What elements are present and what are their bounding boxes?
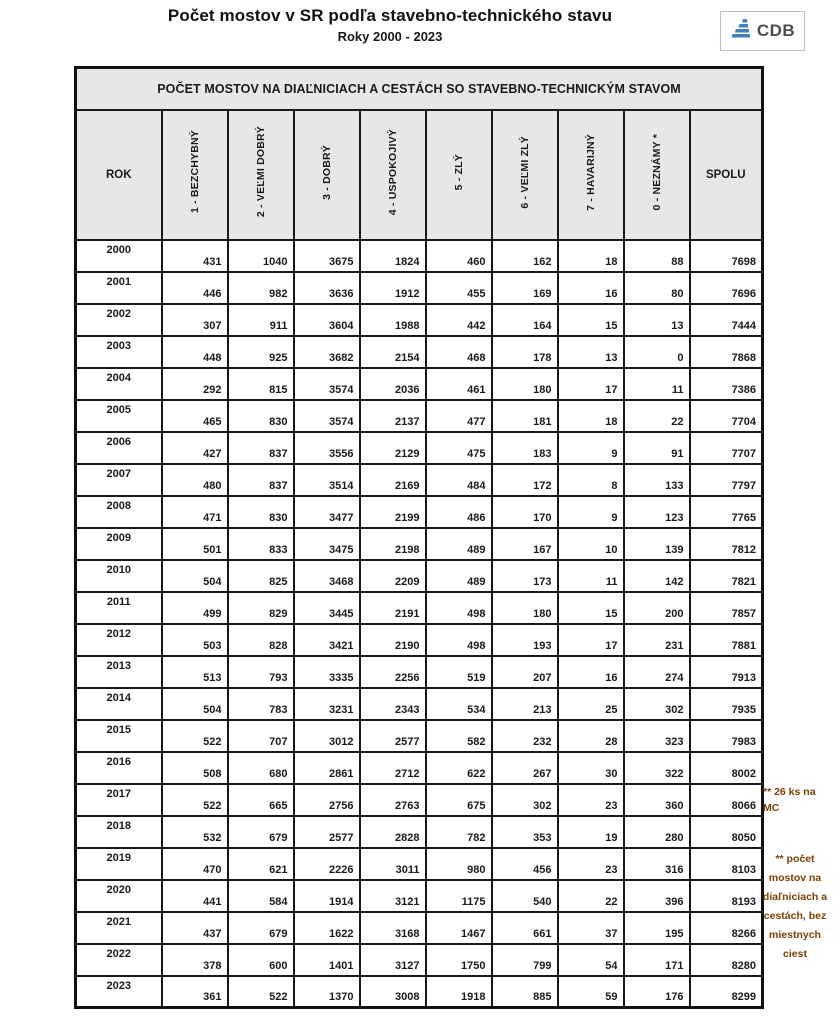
table-row	[76, 784, 763, 816]
value-cell: 3477	[294, 496, 360, 528]
value-cell: 172	[492, 464, 558, 496]
year-cell: 2017	[76, 784, 162, 816]
table-row	[76, 560, 763, 592]
value-cell: 446	[162, 272, 228, 304]
value-cell: 123	[624, 496, 690, 528]
value-cell: 621	[228, 848, 294, 880]
table-row	[76, 528, 763, 560]
total-cell: 7881	[690, 624, 763, 656]
total-cell: 7913	[690, 656, 763, 688]
cdb-logo	[720, 11, 805, 51]
total-cell: 7983	[690, 720, 763, 752]
value-cell: 622	[426, 752, 492, 784]
year-cell: 2023	[76, 976, 162, 1008]
value-cell: 2828	[360, 816, 426, 848]
value-cell: 323	[624, 720, 690, 752]
value-cell: 15	[558, 592, 624, 624]
value-cell: 2577	[360, 720, 426, 752]
value-cell: 91	[624, 432, 690, 464]
value-cell: 195	[624, 912, 690, 944]
total-cell: 8299	[690, 976, 763, 1008]
page-subtitle: Roky 2000 - 2023	[337, 29, 443, 44]
value-cell: 582	[426, 720, 492, 752]
value-cell: 437	[162, 912, 228, 944]
total-cell: 7698	[690, 240, 763, 272]
table-row	[76, 272, 763, 304]
note-26-ks-na-mc: ** 26 ks na MC	[763, 786, 816, 814]
value-cell: 679	[228, 816, 294, 848]
table-row	[76, 752, 763, 784]
year-cell: 2016	[76, 752, 162, 784]
value-cell: 799	[492, 944, 558, 976]
value-cell: 18	[558, 400, 624, 432]
value-cell: 1914	[294, 880, 360, 912]
value-cell: 1040	[228, 240, 294, 272]
value-cell: 207	[492, 656, 558, 688]
value-cell: 1824	[360, 240, 426, 272]
table-row	[76, 304, 763, 336]
value-cell: 3574	[294, 368, 360, 400]
value-cell: 180	[492, 592, 558, 624]
value-cell: 307	[162, 304, 228, 336]
table-row	[76, 496, 763, 528]
total-cell: 7868	[690, 336, 763, 368]
value-cell: 180	[492, 368, 558, 400]
value-cell: 837	[228, 464, 294, 496]
value-cell: 825	[228, 560, 294, 592]
total-cell: 8002	[690, 752, 763, 784]
value-cell: 3514	[294, 464, 360, 496]
value-cell: 2226	[294, 848, 360, 880]
value-cell: 361	[162, 976, 228, 1008]
total-cell: 7386	[690, 368, 763, 400]
value-cell: 783	[228, 688, 294, 720]
condition-column-header: 0 - NEZNÁMY *	[624, 110, 690, 240]
value-cell: 911	[228, 304, 294, 336]
value-cell: 501	[162, 528, 228, 560]
value-cell: 9	[558, 496, 624, 528]
table-row	[76, 624, 763, 656]
bridges-table	[74, 66, 764, 1009]
value-cell: 2036	[360, 368, 426, 400]
value-cell: 471	[162, 496, 228, 528]
value-cell: 665	[228, 784, 294, 816]
value-cell: 540	[492, 880, 558, 912]
year-cell: 2013	[76, 656, 162, 688]
value-cell: 2756	[294, 784, 360, 816]
value-cell: 169	[492, 272, 558, 304]
condition-column-header: 6 - VEĽMI ZLÝ	[492, 110, 558, 240]
value-cell: 486	[426, 496, 492, 528]
value-cell: 193	[492, 624, 558, 656]
value-cell: 504	[162, 688, 228, 720]
value-cell: 3682	[294, 336, 360, 368]
value-cell: 3011	[360, 848, 426, 880]
value-cell: 499	[162, 592, 228, 624]
value-cell: 1175	[426, 880, 492, 912]
value-cell: 23	[558, 848, 624, 880]
value-cell: 3445	[294, 592, 360, 624]
value-cell: 2343	[360, 688, 426, 720]
value-cell: 3127	[360, 944, 426, 976]
value-cell: 675	[426, 784, 492, 816]
value-cell: 11	[624, 368, 690, 400]
value-cell: 2154	[360, 336, 426, 368]
total-cell: 7765	[690, 496, 763, 528]
value-cell: 37	[558, 912, 624, 944]
table-row	[76, 912, 763, 944]
value-cell: 522	[162, 720, 228, 752]
value-cell: 2169	[360, 464, 426, 496]
value-cell: 1750	[426, 944, 492, 976]
table-row	[76, 368, 763, 400]
value-cell: 2256	[360, 656, 426, 688]
value-cell: 982	[228, 272, 294, 304]
value-cell: 162	[492, 240, 558, 272]
value-cell: 360	[624, 784, 690, 816]
table-row	[76, 816, 763, 848]
value-cell: 139	[624, 528, 690, 560]
total-cell: 7696	[690, 272, 763, 304]
value-cell: 465	[162, 400, 228, 432]
year-cell: 2009	[76, 528, 162, 560]
value-cell: 231	[624, 624, 690, 656]
value-cell: 460	[426, 240, 492, 272]
value-cell: 522	[228, 976, 294, 1008]
value-cell: 1988	[360, 304, 426, 336]
value-cell: 232	[492, 720, 558, 752]
value-cell: 22	[558, 880, 624, 912]
value-cell: 2190	[360, 624, 426, 656]
year-cell: 2001	[76, 272, 162, 304]
condition-column-header: 4 - USPOKOJIVÝ	[360, 110, 426, 240]
table-row	[76, 976, 763, 1008]
value-cell: 503	[162, 624, 228, 656]
caption-row	[76, 68, 763, 110]
total-cell: 7821	[690, 560, 763, 592]
condition-column-header: 1 - BEZCHYBNÝ	[162, 110, 228, 240]
value-cell: 2199	[360, 496, 426, 528]
cdb-triangle-icon	[730, 19, 754, 44]
value-cell: 167	[492, 528, 558, 560]
value-cell: 484	[426, 464, 492, 496]
table-row	[76, 656, 763, 688]
year-cell: 2004	[76, 368, 162, 400]
table-row	[76, 720, 763, 752]
value-cell: 3231	[294, 688, 360, 720]
value-cell: 3012	[294, 720, 360, 752]
value-cell: 10	[558, 528, 624, 560]
value-cell: 468	[426, 336, 492, 368]
value-cell: 513	[162, 656, 228, 688]
value-cell: 88	[624, 240, 690, 272]
value-cell: 679	[228, 912, 294, 944]
total-cell: 7797	[690, 464, 763, 496]
year-cell: 2000	[76, 240, 162, 272]
value-cell: 17	[558, 368, 624, 400]
total-cell: 8280	[690, 944, 763, 976]
value-cell: 2137	[360, 400, 426, 432]
value-cell: 54	[558, 944, 624, 976]
value-cell: 2577	[294, 816, 360, 848]
value-cell: 0	[624, 336, 690, 368]
value-cell: 142	[624, 560, 690, 592]
value-cell: 2712	[360, 752, 426, 784]
value-cell: 2198	[360, 528, 426, 560]
year-cell: 2005	[76, 400, 162, 432]
value-cell: 837	[228, 432, 294, 464]
value-cell: 830	[228, 496, 294, 528]
value-cell: 302	[492, 784, 558, 816]
value-cell: 584	[228, 880, 294, 912]
value-cell: 480	[162, 464, 228, 496]
table-caption: POČET MOSTOV NA DIAĽNICIACH A CESTÁCH SO STAVEBNO-TECHNICKÝM STAVOM	[76, 68, 763, 110]
condition-column-header: 3 - DOBRÝ	[294, 110, 360, 240]
value-cell: 508	[162, 752, 228, 784]
year-cell: 2007	[76, 464, 162, 496]
value-cell: 3675	[294, 240, 360, 272]
value-cell: 22	[624, 400, 690, 432]
value-cell: 1467	[426, 912, 492, 944]
total-cell: 8193	[690, 880, 763, 912]
value-cell: 707	[228, 720, 294, 752]
value-cell: 378	[162, 944, 228, 976]
value-cell: 456	[492, 848, 558, 880]
value-cell: 8	[558, 464, 624, 496]
total-cell: 8050	[690, 816, 763, 848]
value-cell: 274	[624, 656, 690, 688]
value-cell: 3168	[360, 912, 426, 944]
value-cell: 461	[426, 368, 492, 400]
condition-column-header: 7 - HAVARIJNÝ	[558, 110, 624, 240]
value-cell: 830	[228, 400, 294, 432]
value-cell: 519	[426, 656, 492, 688]
condition-column-header: 2 - VEĽMI DOBRÝ	[228, 110, 294, 240]
value-cell: 828	[228, 624, 294, 656]
table-row	[76, 464, 763, 496]
value-cell: 1370	[294, 976, 360, 1008]
value-cell: 2861	[294, 752, 360, 784]
column-header-row	[76, 110, 763, 240]
value-cell: 470	[162, 848, 228, 880]
value-cell: 661	[492, 912, 558, 944]
value-cell: 782	[426, 816, 492, 848]
value-cell: 183	[492, 432, 558, 464]
value-cell: 176	[624, 976, 690, 1008]
total-cell: 7707	[690, 432, 763, 464]
value-cell: 17	[558, 624, 624, 656]
value-cell: 178	[492, 336, 558, 368]
value-cell: 431	[162, 240, 228, 272]
value-cell: 833	[228, 528, 294, 560]
value-cell: 16	[558, 272, 624, 304]
year-cell: 2018	[76, 816, 162, 848]
value-cell: 3335	[294, 656, 360, 688]
value-cell: 793	[228, 656, 294, 688]
value-cell: 80	[624, 272, 690, 304]
total-cell: 7857	[690, 592, 763, 624]
value-cell: 885	[492, 976, 558, 1008]
value-cell: 504	[162, 560, 228, 592]
total-cell: 8103	[690, 848, 763, 880]
value-cell: 925	[228, 336, 294, 368]
value-cell: 30	[558, 752, 624, 784]
year-cell: 2019	[76, 848, 162, 880]
title-block	[40, 6, 740, 44]
total-cell: 7812	[690, 528, 763, 560]
table-body	[76, 240, 763, 1008]
year-cell: 2015	[76, 720, 162, 752]
value-cell: 11	[558, 560, 624, 592]
value-cell: 2763	[360, 784, 426, 816]
value-cell: 475	[426, 432, 492, 464]
value-cell: 532	[162, 816, 228, 848]
table-row	[76, 848, 763, 880]
value-cell: 200	[624, 592, 690, 624]
value-cell: 829	[228, 592, 294, 624]
value-cell: 427	[162, 432, 228, 464]
value-cell: 600	[228, 944, 294, 976]
value-cell: 3121	[360, 880, 426, 912]
year-cell: 2022	[76, 944, 162, 976]
value-cell: 498	[426, 624, 492, 656]
condition-column-header: 5 - ZLÝ	[426, 110, 492, 240]
value-cell: 441	[162, 880, 228, 912]
year-cell: 2020	[76, 880, 162, 912]
year-cell: 2012	[76, 624, 162, 656]
value-cell: 59	[558, 976, 624, 1008]
page-title: Počet mostov v SR podľa stavebno-technického stavu	[167, 6, 613, 25]
value-cell: 13	[624, 304, 690, 336]
value-cell: 2191	[360, 592, 426, 624]
value-cell: 396	[624, 880, 690, 912]
value-cell: 522	[162, 784, 228, 816]
cdb-logo-text: CDB	[756, 21, 796, 40]
rok-header: ROK	[76, 110, 162, 240]
table-row	[76, 944, 763, 976]
value-cell: 3604	[294, 304, 360, 336]
value-cell: 133	[624, 464, 690, 496]
value-cell: 181	[492, 400, 558, 432]
year-cell: 2002	[76, 304, 162, 336]
value-cell: 23	[558, 784, 624, 816]
value-cell: 680	[228, 752, 294, 784]
value-cell: 448	[162, 336, 228, 368]
value-cell: 15	[558, 304, 624, 336]
year-cell: 2014	[76, 688, 162, 720]
table-row	[76, 336, 763, 368]
value-cell: 1622	[294, 912, 360, 944]
table-row	[76, 688, 763, 720]
total-cell: 7704	[690, 400, 763, 432]
value-cell: 164	[492, 304, 558, 336]
value-cell: 3556	[294, 432, 360, 464]
value-cell: 316	[624, 848, 690, 880]
value-cell: 280	[624, 816, 690, 848]
value-cell: 19	[558, 816, 624, 848]
year-cell: 2006	[76, 432, 162, 464]
value-cell: 322	[624, 752, 690, 784]
value-cell: 815	[228, 368, 294, 400]
value-cell: 489	[426, 560, 492, 592]
value-cell: 442	[426, 304, 492, 336]
value-cell: 3475	[294, 528, 360, 560]
table-row	[76, 432, 763, 464]
year-cell: 2011	[76, 592, 162, 624]
total-cell: 8066	[690, 784, 763, 816]
value-cell: 3008	[360, 976, 426, 1008]
value-cell: 498	[426, 592, 492, 624]
value-cell: 980	[426, 848, 492, 880]
note-pocet-mostov: ** počet mostov na diaľniciach a cestách, bez miestnych ciest	[762, 853, 828, 960]
value-cell: 3574	[294, 400, 360, 432]
value-cell: 489	[426, 528, 492, 560]
value-cell: 3421	[294, 624, 360, 656]
value-cell: 292	[162, 368, 228, 400]
value-cell: 302	[624, 688, 690, 720]
value-cell: 534	[426, 688, 492, 720]
year-cell: 2003	[76, 336, 162, 368]
value-cell: 170	[492, 496, 558, 528]
value-cell: 16	[558, 656, 624, 688]
table-row	[76, 592, 763, 624]
table-row	[76, 400, 763, 432]
value-cell: 171	[624, 944, 690, 976]
value-cell: 353	[492, 816, 558, 848]
total-cell: 7444	[690, 304, 763, 336]
value-cell: 9	[558, 432, 624, 464]
value-cell: 455	[426, 272, 492, 304]
bridges-table-wrap	[74, 66, 764, 1009]
value-cell: 213	[492, 688, 558, 720]
year-cell: 2010	[76, 560, 162, 592]
value-cell: 1918	[426, 976, 492, 1008]
value-cell: 3468	[294, 560, 360, 592]
value-cell: 2129	[360, 432, 426, 464]
value-cell: 18	[558, 240, 624, 272]
value-cell: 267	[492, 752, 558, 784]
value-cell: 2209	[360, 560, 426, 592]
value-cell: 25	[558, 688, 624, 720]
spolu-header: SPOLU	[690, 110, 763, 240]
year-cell: 2021	[76, 912, 162, 944]
value-cell: 1401	[294, 944, 360, 976]
table-row	[76, 880, 763, 912]
value-cell: 477	[426, 400, 492, 432]
value-cell: 3636	[294, 272, 360, 304]
value-cell: 13	[558, 336, 624, 368]
table-row	[76, 240, 763, 272]
value-cell: 1912	[360, 272, 426, 304]
total-cell: 8266	[690, 912, 763, 944]
value-cell: 173	[492, 560, 558, 592]
year-cell: 2008	[76, 496, 162, 528]
value-cell: 28	[558, 720, 624, 752]
total-cell: 7935	[690, 688, 763, 720]
